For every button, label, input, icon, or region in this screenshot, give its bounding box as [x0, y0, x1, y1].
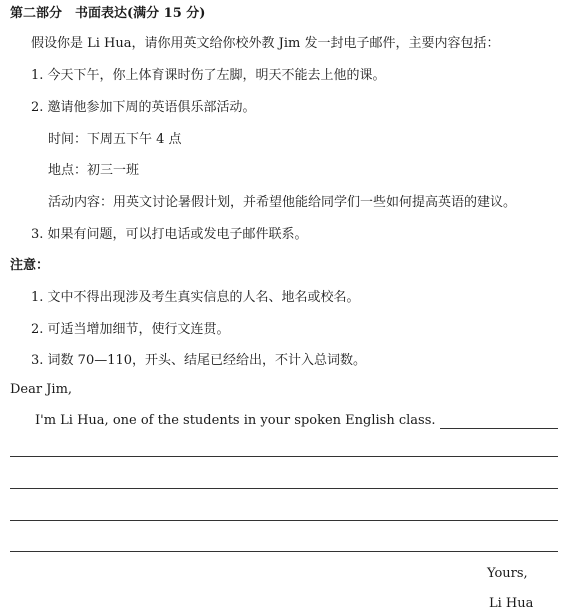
letter-opening: I'm Li Hua, one of the students in your spoken English class. — [35, 413, 436, 428]
writing-line[interactable] — [10, 520, 558, 521]
prompt-item-2: 2. 邀请他参加下周的英语俱乐部活动。 — [31, 100, 256, 115]
notes-heading: 注意： — [10, 258, 50, 273]
activity-content: 活动内容：用英文讨论暑假计划，并希望他能给同学们一些如何提高英语的建议。 — [48, 195, 517, 210]
activity-place: 地点：初三一班 — [48, 163, 140, 178]
prompt-item-1: 1. 今天下午，你上体育课时伤了左脚，明天不能去上他的课。 — [31, 68, 386, 83]
letter-signature: Li Hua — [489, 596, 534, 611]
writing-line[interactable] — [10, 456, 558, 457]
prompt-intro: 假设你是 Li Hua，请你用英文给你校外教 Jim 发一封电子邮件，主要内容包括： — [31, 36, 500, 51]
writing-line[interactable] — [10, 551, 558, 552]
letter-closing: Yours, — [487, 566, 528, 581]
letter-salutation: Dear Jim, — [10, 382, 73, 397]
note-item-2: 2. 可适当增加细节，使行文连贯。 — [31, 322, 230, 337]
section-title: 第二部分 书面表达(满分 15 分) — [10, 6, 206, 21]
activity-time: 时间：下周五下午 4 点 — [48, 132, 182, 147]
note-item-3: 3. 词数 70—110，开头、结尾已经给出，不计入总词数。 — [31, 353, 367, 368]
writing-line[interactable] — [10, 488, 558, 489]
note-item-1: 1. 文中不得出现涉及考生真实信息的人名、地名或校名。 — [31, 290, 360, 305]
writing-line[interactable] — [440, 428, 558, 429]
prompt-item-3: 3. 如果有问题，可以打电话或发电子邮件联系。 — [31, 227, 308, 242]
